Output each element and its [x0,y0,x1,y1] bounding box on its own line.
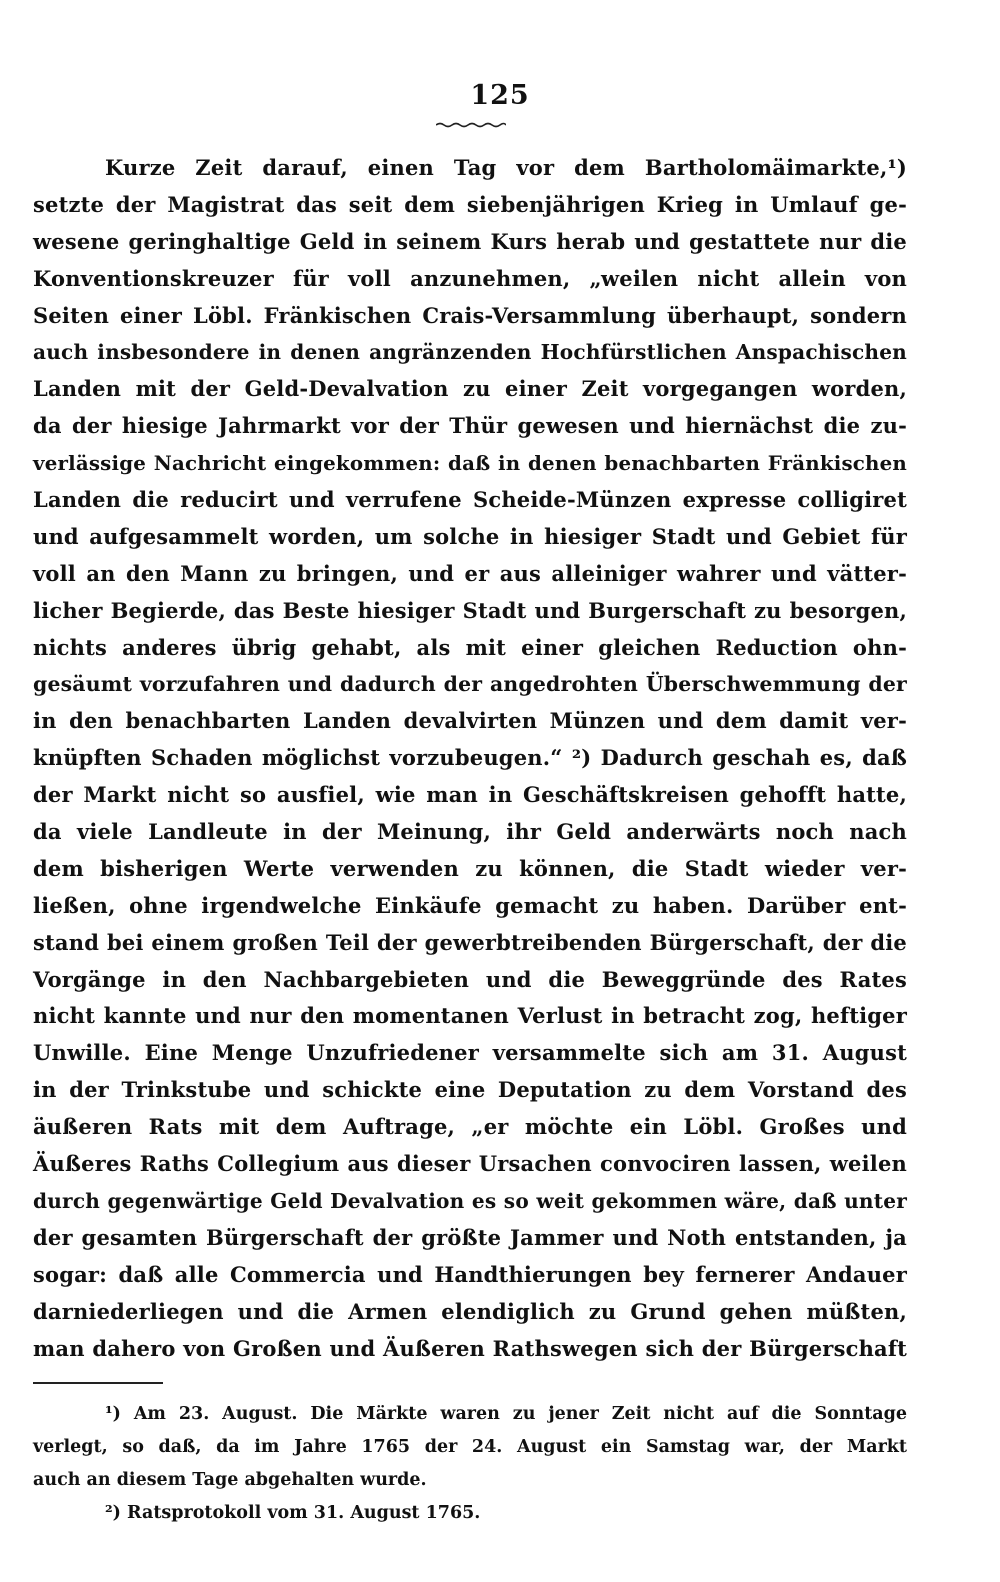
text-line: verlässige Nachricht eingekommen: daß in denen benachbarten Fränkischen [33,451,907,476]
page-number: 125 [470,80,530,111]
text-line: voll an den Mann zu bringen, und er aus alleiniger wahrer und vätter- [33,560,907,586]
text-line: Kurze Zeit darauf, einen Tag vor dem Bartholomäimarkte,¹) [105,155,907,180]
text-line: da viele Landleute in der Meinung, ihr Geld anderwärts noch nach [33,819,907,845]
text-line: Äußeres Raths Collegium aus dieser Ursachen convociren lassen, weilen [33,1151,907,1177]
text-line: in den benachbarten Landen devalvirten Münzen und dem damit ver- [33,708,907,734]
text-line: Unwille. Eine Menge Unzufriedener versammelte sich am 31. August [33,1040,907,1066]
text-line: sogar: daß alle Commercia und Handthierungen bey fernerer Andauer [33,1261,907,1287]
text-line: Konventionskreuzer für voll anzunehmen, „weilen nicht allein von [33,265,907,291]
footnote-2: ²) Ratsprotokoll vom 31. August 1765. [105,1503,481,1523]
footnote-1-line: ¹) Am 23. August. Die Märkte waren zu jener Zeit nicht auf die Sonntage [105,1404,907,1424]
text-line: dem bisherigen Werte verwenden zu können, die Stadt wieder ver- [33,855,907,881]
text-line: darniederliegen und die Armen elendiglich zu Grund gehen müßten, [33,1298,907,1324]
text-line: ließen, ohne irgendwelche Einkäufe gemacht zu haben. Darüber ent- [33,892,907,918]
text-line: nicht kannte und nur den momentanen Verlust in betracht zog, heftiger [33,1003,907,1029]
text-line: äußeren Rats mit dem Auftrage, „er möchte ein Löbl. Großes und [33,1114,907,1140]
text-line: Landen die reducirt und verrufene Scheide-Münzen expresse colligiret [33,487,907,513]
footnote-divider [33,1382,163,1384]
text-line: man dahero von Großen und Äußeren Rathswegen sich der Bürgerschaft [33,1335,907,1361]
text-line: Vorgänge in den Nachbargebieten und die Beweggründe des Rates [33,966,907,992]
text-line: Landen mit der Geld-Devalvation zu einer Zeit vorgegangen worden, [33,376,907,402]
text-line: gesäumt vorzufahren und dadurch der angedrohten Überschwemmung der [33,672,907,697]
text-line: durch gegenwärtige Geld Devalvation es so weit gekommen wäre, daß unter [33,1188,907,1213]
text-line: Seiten einer Löbl. Fränkischen Crais-Versammlung überhaupt, sondern [33,302,907,328]
page-number-ornament [436,122,506,128]
text-line: der Markt nicht so ausfiel, wie man in Geschäftskreisen gehofft hatte, [33,782,907,808]
body-text [33,150,907,1367]
footnote-1-line: verlegt, so daß, da im Jahre 1765 der 24. August ein Samstag war, der Markt [33,1437,907,1457]
text-line: setzte der Magistrat das seit dem siebenjährigen Krieg in Umlauf ge- [33,191,907,217]
text-line: licher Begierde, das Beste hiesiger Stadt und Burgerschaft zu besorgen, [33,597,907,623]
text-line: da der hiesige Jahrmarkt vor der Thür gewesen und hiernächst die zu- [33,413,907,439]
text-line: wesene geringhaltige Geld in seinem Kurs herab und gestattete nur die [33,228,907,254]
text-line: und aufgesammelt worden, um solche in hiesiger Stadt und Gebiet für [33,523,907,549]
footnotes [33,1398,907,1530]
footnote-1-line: auch an diesem Tage abgehalten wurde. [33,1470,427,1490]
text-line: auch insbesondere in denen angränzenden Hochfürstlichen Anspachischen [33,340,907,365]
text-line: in der Trinkstube und schickte eine Deputation zu dem Vorstand des [33,1077,907,1103]
text-line: stand bei einem großen Teil der gewerbtreibenden Bürgerschaft, der die [33,929,907,955]
text-line: der gesamten Bürgerschaft der größte Jammer und Noth entstanden, ja [33,1224,907,1250]
text-line: knüpften Schaden möglichst vorzubeugen.“ ²) Dadurch geschah es, daß [33,745,907,771]
text-line: nichts anderes übrig gehabt, als mit einer gleichen Reduction ohn- [33,634,907,660]
